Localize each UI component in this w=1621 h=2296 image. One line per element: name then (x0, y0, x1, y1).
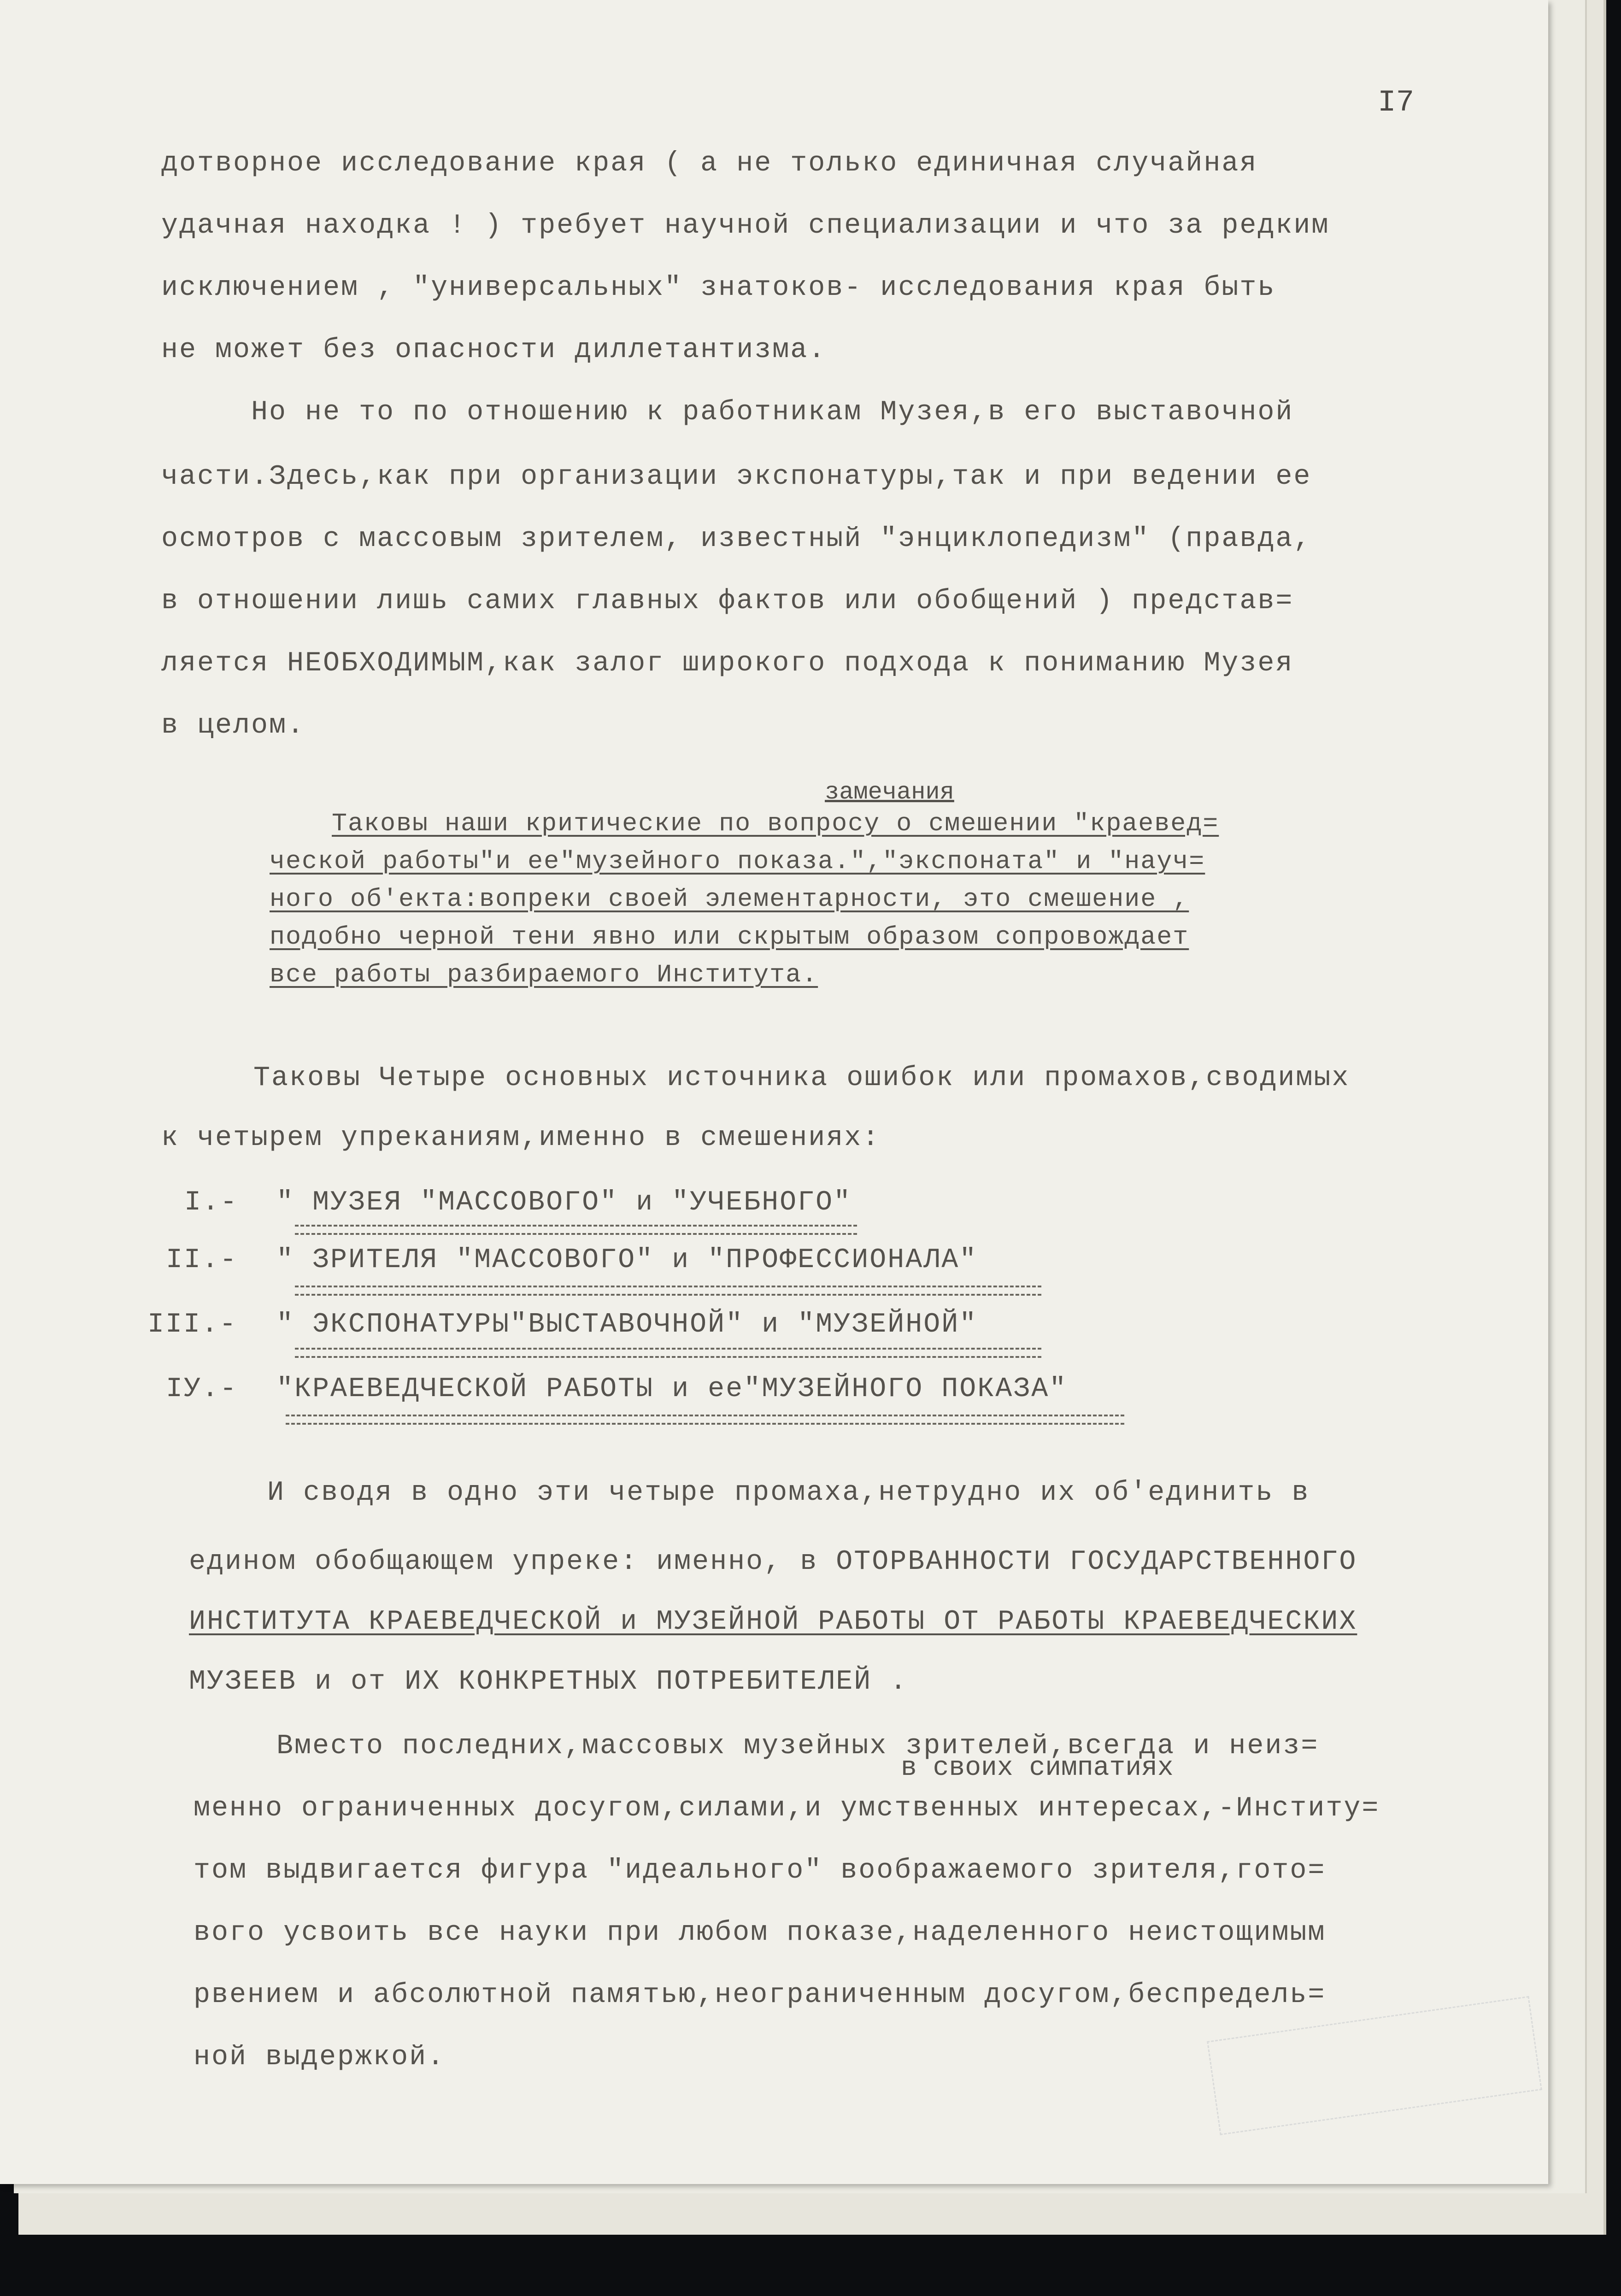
paragraph2-line-5: ляется НЕОБХОДИМЫМ,как залог широкого подхода к пониманию Музея (161, 648, 1294, 679)
paragraph1-line-2: удачная находка ! ) требует научной специализации и что за редким (161, 210, 1330, 241)
page-number: I7 (1378, 85, 1415, 120)
remark-line-1: Таковы наши критические по вопросу о смешении "краевед= (332, 809, 1219, 838)
list-item-3: " ЭКСПОНАТУРЫ"ВЫСТАВОЧНОЙ" и "МУЗЕЙНОЙ" (276, 1309, 978, 1340)
handwritten-insert: в своих симпатиях (901, 1753, 1174, 1783)
list-number-4: IУ.- (166, 1374, 238, 1405)
list-number-3: III.- (147, 1309, 238, 1340)
list-number-2: II.- (166, 1245, 238, 1276)
paragraph3-line-2: к четырем упреканиям,именно в смешениях: (161, 1122, 881, 1154)
paragraph1-line-3: исключением , "универсальных" знатоков- исследования края быть (161, 272, 1276, 304)
faint-stamp (1207, 1996, 1542, 2135)
paragraph2-line-4: в отношении лишь самих главных фактов или обобщений ) представ= (161, 586, 1294, 617)
paragraph1-line-4: не может без опасности диллетантизма. (161, 335, 827, 366)
paragraph5-line-2: менно ограниченных досугом,силами,и умственных интересах,-Институ= (194, 1793, 1380, 1824)
paragraph5-line-5: рвением и абсолютной памятью,неограниченным досугом,беспредель= (194, 1979, 1326, 2011)
paragraph2-line-3: осмотров с массовым зрителем, известный "энциклопедизм" (правда, (161, 523, 1312, 555)
paragraph2-line-1: Но не то по отношению к работникам Музея,в его выставочной (251, 397, 1294, 428)
remark-line-3: ного об'екта:вопреки своей элементарности, это смешение , (270, 885, 1189, 914)
remark-line-2: ческой работы"и ее"музейного показа.","экспоната" и "науч= (270, 847, 1205, 876)
paragraph2-line-2: части.Здесь,как при организации экспонатуры,так и при ведении ее (161, 461, 1312, 493)
double-underline-1 (295, 1225, 857, 1235)
paragraph4-line-3: ИНСТИТУТА КРАЕВЕДЧЕСКОЙ и МУЗЕЙНОЙ РАБОТЫ ОТ РАБОТЫ КРАЕВЕДЧЕСКИХ (189, 1606, 1357, 1638)
list-item-2: " ЗРИТЕЛЯ "МАССОВОГО" и "ПРОФЕССИОНАЛА" (276, 1245, 978, 1276)
paragraph5-line-6: ной выдержкой. (194, 2042, 446, 2073)
double-underline-3 (295, 1348, 1041, 1358)
list-item-1: " МУЗЕЯ "МАССОВОГО" и "УЧЕБНОГО" (276, 1187, 852, 1218)
double-underline-2 (295, 1286, 1041, 1296)
paragraph1-line-1: дотворное исследование края ( а не только единичная случайная (161, 148, 1258, 179)
remark-line-4: подобно черной тени явно или скрытым образом сопровождает (270, 922, 1189, 951)
double-underline-4 (286, 1415, 1124, 1425)
paragraph2-line-6: в целом. (161, 710, 305, 741)
paragraph4-line-2: едином обобщающем упреке: именно, в ОТОРВАННОСТИ ГОСУДАРСТВЕННОГО (189, 1546, 1357, 1578)
remark-title: замечания (825, 779, 954, 806)
paragraph3-line-1: Таковы Четыре основных источника ошибок или промахов,сводимых (253, 1063, 1350, 1094)
paragraph5-line-3: том выдвигается фигура "идеального" воображаемого зрителя,гото= (194, 1855, 1326, 1886)
list-number-1: I.- (184, 1187, 239, 1218)
list-item-4: "КРАЕВЕДЧЕСКОЙ РАБОТЫ и ее"МУЗЕЙНОГО ПОКАЗА" (276, 1374, 1068, 1405)
remark-line-5: все работы разбираемого Института. (270, 960, 818, 989)
paragraph4-line-4: МУЗЕЕВ и от ИХ КОНКРЕТНЫХ ПОТРЕБИТЕЛЕЙ . (189, 1666, 908, 1697)
paragraph5-line-4: вого усвоить все науки при любом показе,наделенного неистощимым (194, 1917, 1326, 1949)
paragraph4-line-1: И сводя в одно эти четыре промаха,нетрудно их об'единить в (267, 1477, 1310, 1509)
paragraph5-line-1: Вместо последних,массовых музейных зрителей,всегда и неиз= (276, 1731, 1319, 1762)
